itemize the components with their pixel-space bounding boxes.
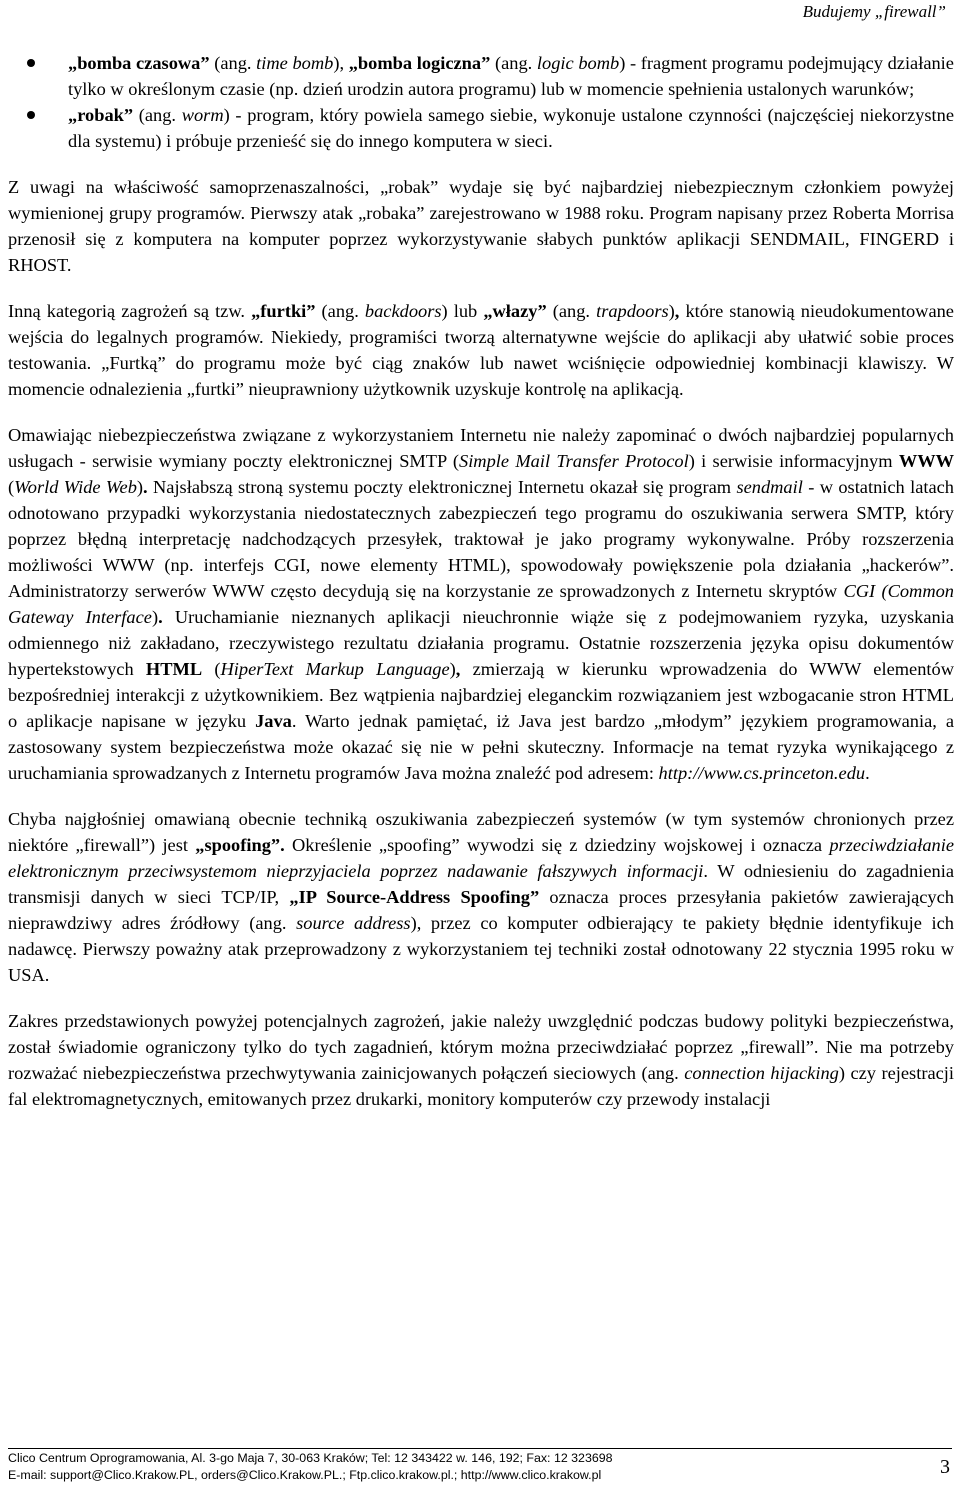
footer-address: Clico Centrum Oprogramowania, Al. 3-go Maja 7, 30-063 Kraków; Tel: 12 343422 w. 146, 192; Fax: 12 323698	[8, 1451, 613, 1465]
text-run: ),	[333, 53, 349, 73]
text-run: .	[158, 607, 163, 627]
text-run: source address	[296, 913, 411, 933]
text-run: - w ostatnich latach odnotowano przypadki wykorzystania niedostatecznych zabezpieczeń tego programu do oszukiwania serwera SMTP, który poprzez błędną interpretację nadchodzących przesyłek, traktował je jako programy wykonywalne. Próby rozszerzenia możliwości WWW (np. interfejs CGI, nowe elementy HTML), spowodowały powiększenie pola działania „hackerów”. Administratorzy serwerów WWW często decydują się na korzystanie ze sprowadzonych z Internetu skryptów	[8, 477, 954, 601]
text-run: worm	[181, 105, 224, 125]
text-run: ) - fragment programu podejmujący działanie tylko w określonym czasie (np. dzień urodzin autora programu) lub w momencie spełnienia ustalonych warunków;	[68, 53, 954, 99]
text-run: „furtki”	[251, 301, 316, 321]
text-run: (ang.	[209, 53, 257, 73]
paragraph	[8, 422, 954, 786]
paragraph	[8, 1008, 954, 1112]
text-run: ,	[455, 659, 461, 679]
text-run: HTML	[145, 659, 203, 679]
text-run: sendmail	[736, 477, 803, 497]
text-run: Simple Mail Transfer Protocol	[459, 451, 689, 471]
text-run: Uruchamianie nieznanych aplikacji nieuchronnie wiąże się z podejmowaniem ryzyka, uzyskania odmiennego niż zakładano, rzeczywistego rezultatu działania programu. Ostatnie rozszerzenia języka opisu dokumentów hypertekstowych	[8, 607, 954, 679]
text-run: Najsłabszą stroną systemu poczty elektronicznej Internetu okazał się program	[147, 477, 737, 497]
text-run: http://www.cs.princeton.edu	[658, 763, 866, 783]
text-run: „bomba czasowa”	[68, 53, 210, 73]
text-run: )	[136, 477, 144, 497]
text-run: Z uwagi na właściwość samoprzenaszalności, „robak” wydaje się być najbardziej niebezpiecznym członkiem powyżej wymienionej grupy programów. Pierwszy atak „robaka” zarejestrowano w 1988 roku. Program napisany przez Roberta Morrisa przenosił się z komputera na komputer poprzez wykorzystywanie słabych punktów aplikacji SENDMAIL, FINGERD i RHOST.	[8, 177, 954, 275]
text-run: . Warto jednak pamiętać, iż Java jest bardzo „młodym” językiem programowania, a zastosowany system bezpieczeństwa może okazać się nie w pełni skuteczny. Informacje na temat ryzyka wynikającego z uruchamiania sprowadzanych z Internetu programów Java można znaleźć pod adresem:	[8, 711, 955, 783]
text-run: )	[151, 607, 159, 627]
text-run: (	[202, 659, 221, 679]
text-run: „spoofing”	[195, 835, 281, 855]
text-run: logic bomb	[536, 53, 620, 73]
text-run: )	[449, 659, 456, 679]
text-run: . W odniesieniu do zagadnienia transmisji danych w sieci TCP/IP,	[8, 861, 954, 907]
text-run: (ang.	[315, 301, 365, 321]
page-content	[8, 50, 954, 1132]
text-run: „bomba logiczna”	[348, 53, 491, 73]
text-run: ) - program, który powiela samego siebie, wykonuje ustalone czynności (najczęściej niekorzystne dla systemu) i próbuje przenieść się do innego komputera w sieci.	[68, 105, 954, 151]
text-run: zmierzają w kierunku wprowadzenia do WWW elementów bezpośredniej interakcji z użytkownikiem. Bez wątpienia najbardziej eleganckim rozwiązaniem jest wzbogacanie stron HTML o aplikacje napisane w języku	[8, 659, 954, 731]
bullet-item	[8, 50, 954, 102]
text-run: WWW	[898, 451, 954, 471]
text-run: HiperText Markup Language	[220, 659, 450, 679]
text-run: Określenie „spoofing” wywodzi się z dziedziny wojskowej i oznacza	[284, 835, 830, 855]
text-run: .	[865, 763, 870, 783]
text-run: (	[8, 477, 15, 497]
text-run: które stanowią nieudokumentowane wejścia do legalnych programów. Niekiedy, programiści tworzą alternatywne wejście do aplikacji aby ułatwić sobie proces testowania. „Furtką” do programu może być ciąg znaków lub nawet wciśnięcie odpowiedniej kombinacji klawiszy. W momencie odnalezienia „furtki” nieuprawniony użytkownik uzyskuje kontrolę na aplikacją.	[8, 301, 954, 399]
text-run: ) lub	[441, 301, 484, 321]
paragraph	[8, 174, 954, 278]
text-run: .	[143, 477, 148, 497]
text-run: „włazy”	[483, 301, 547, 321]
text-run: (ang.	[546, 301, 597, 321]
page-footer	[8, 1448, 952, 1484]
text-run: CGI (Common Gateway Interface	[8, 581, 955, 627]
paragraph	[8, 298, 954, 402]
paragraph	[8, 806, 954, 988]
text-run: World Wide Web	[14, 477, 137, 497]
text-run: Omawiając niebezpieczeństwa związane z wykorzystaniem Internetu nie należy zapominać o dwóch najbardziej popularnych usługach - serwisie wymiany poczty elektronicznej SMTP (	[8, 425, 954, 471]
text-run: Inną kategorią zagrożeń są tzw.	[8, 301, 252, 321]
text-run: ) czy rejestracji fal elektromagnetycznych, emitowanych przez drukarki, monitory komputerów czy przewody instalacji	[8, 1063, 954, 1109]
text-run: connection hijacking	[684, 1063, 839, 1083]
text-run: trapdoors	[596, 301, 669, 321]
text-run: Java	[255, 711, 292, 731]
text-run: „IP Source-Address Spoofing”	[289, 887, 540, 907]
text-run: .	[280, 835, 285, 855]
footer-contacts: E-mail: support@Clico.Krakow.PL, orders@Clico.Krakow.PL.; Ftp.clico.krakow.pl.; http://www.clico.krakow.pl	[8, 1468, 602, 1482]
text-run: (ang.	[490, 53, 537, 73]
bullet-list	[8, 50, 954, 154]
text-run: )	[668, 301, 675, 321]
page-number: 3	[940, 1456, 950, 1478]
text-run: „robak”	[68, 105, 134, 125]
text-run: Chyba najgłośniej omawianą obecnie techniką oszukiwania zabezpieczeń systemów (w tym systemów chronionych przez niektóre „firewall”) jest	[8, 809, 954, 855]
text-run: ), przez co komputer odbierający te pakiety błędnie identyfikuje ich nadawcę. Pierwszy poważny atak przeprowadzony z wykorzystaniem tej techniki został odnotowany 22 stycznia 1995 roku w USA.	[8, 913, 954, 985]
text-run: Zakres przedstawionych powyżej potencjalnych zagrożeń, jakie należy uwzględnić podczas budowy polityki bezpieczeństwa, został świadomie ograniczony tylko do tych zagadnień, którym można przeciwdziałać poprzez „firewall”. Nie ma potrzeby rozważać niebezpieczeństwa przechwytywania zainicjowanych połączeń sieciowych (ang.	[8, 1011, 954, 1083]
text-run: backdoors	[364, 301, 442, 321]
text-run: ) i serwisie informacyjnym	[688, 451, 899, 471]
text-run: (ang.	[133, 105, 182, 125]
bullet-item	[8, 102, 954, 154]
text-run: przeciwdziałanie elektronicznym przeciwsystemom nieprzyjaciela poprzez nadawanie fałszywych informacji	[8, 835, 954, 881]
text-run: oznacza proces przesyłania pakietów zawierających nieprawdziwy adres źródłowy (ang.	[8, 887, 954, 933]
text-run: ,	[674, 301, 680, 321]
running-header: Budujemy „firewall”	[802, 2, 946, 21]
text-run: time bomb	[256, 53, 334, 73]
